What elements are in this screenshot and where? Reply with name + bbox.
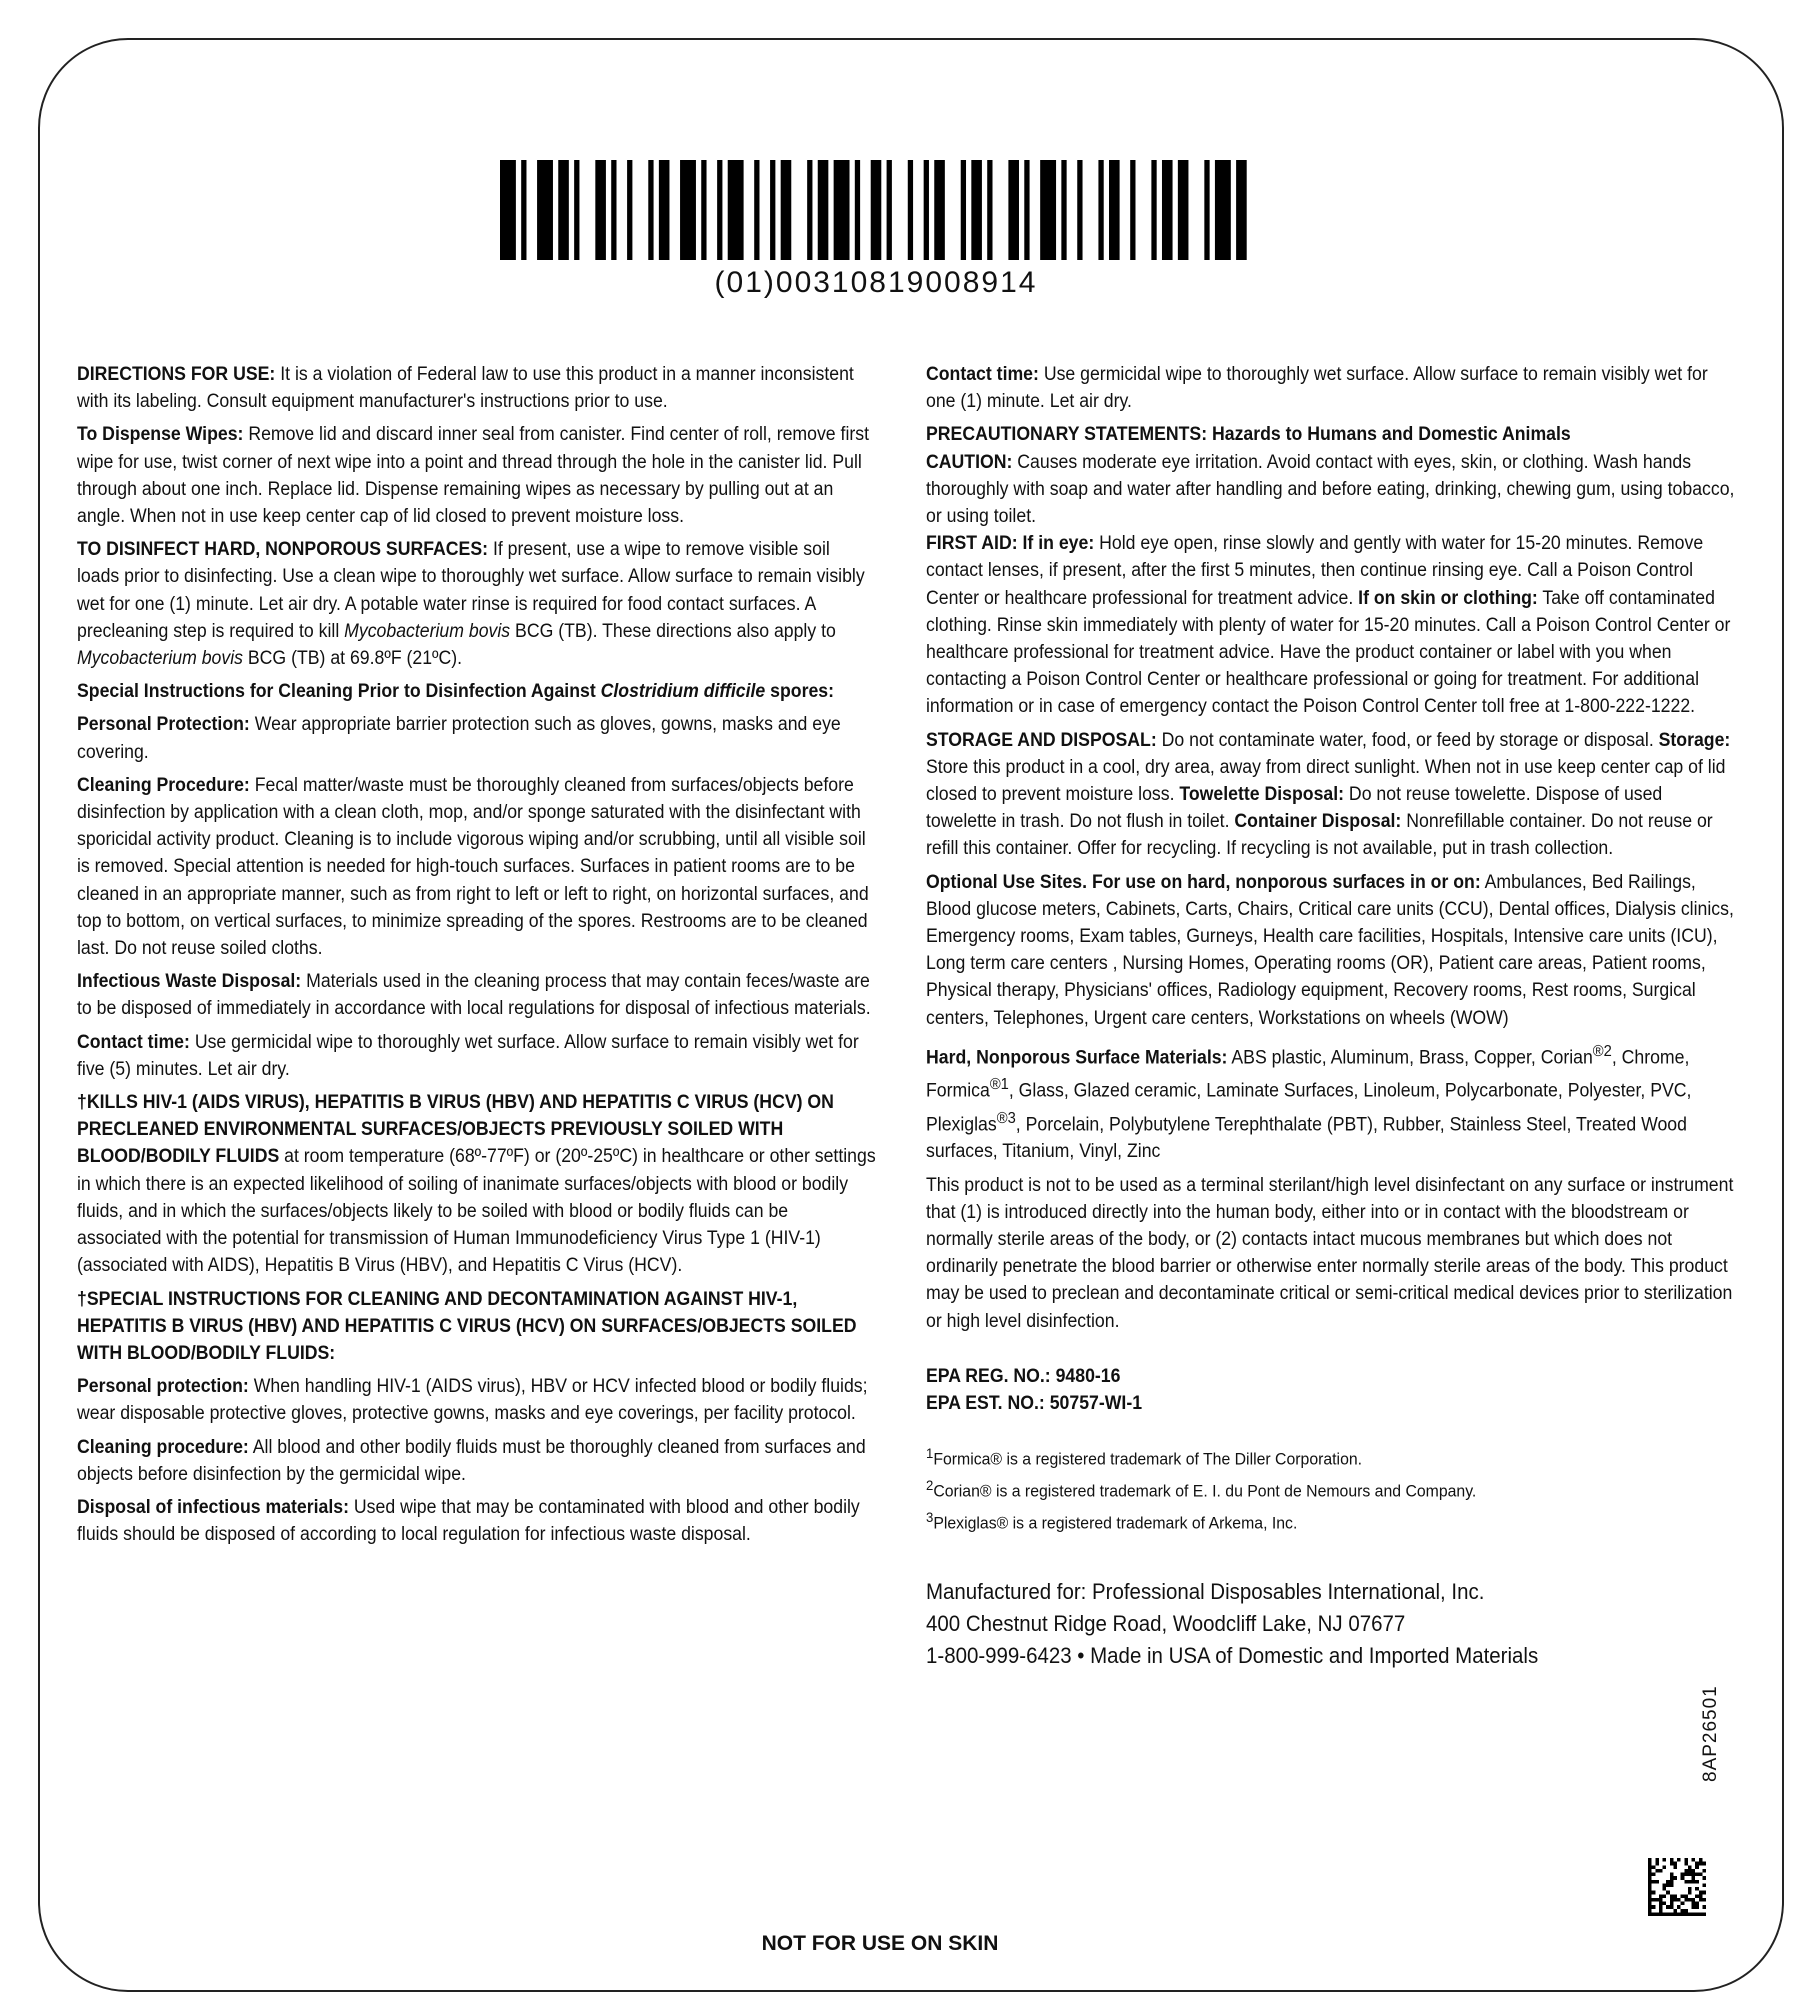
- terminal-sterilant-warning: This product is not to be used as a terminal sterilant/high level disinfectant on any surface or instrument that (1) is introduced directly into the human body, either into or in contact with the bloodstream or normally sterile areas of the body, or (2) contacts intact mucous membranes but which does not ordinarily penetrate the blood barrier or otherwise enter normally sterile areas of the body. This product may be used to preclean and decontaminate critical or semi-critical medical devices prior to sterilization or high level disinfection.: [926, 1174, 1734, 1332]
- epa-numbers: [926, 1363, 1737, 1417]
- cleaning-procedure-hiv: Cleaning procedure: All blood and other bodily fluids must be thoroughly cleaned from surfaces and objects before disinfection by the germicidal wipe.: [77, 1436, 866, 1485]
- special-instructions-hiv: †SPECIAL INSTRUCTIONS FOR CLEANING AND DECONTAMINATION AGAINST HIV-1, HEPATITIS B VIRUS (HBV) AND HEPATITIS C VIRUS (HCV) ON SURFACES/OBJECTS SOILED WITH BLOOD/BODILY FLUIDS:: [77, 1288, 857, 1364]
- left-column: [77, 361, 877, 1554]
- dispense-wipes: To Dispense Wipes: Remove lid and discard inner seal from canister. Find center of roll, remove first wipe for use, twist corner of next wipe into a point and thread through the hole in the canister lid. Pull through about one inch. Replace lid. Dispense remaining wipes as necessary by pulling out at an angle. When not in use keep center cap of lid closed to prevent moisture loss.: [77, 424, 870, 528]
- footnote-2: $^2$Corian® is a registered trademark of E. I. du Pont de Nemours and Company.: [926, 1477, 1477, 1501]
- manufacturer-address: 400 Chestnut Ridge Road, Woodcliff Lake, NJ 07677: [926, 1611, 1406, 1637]
- right-column: [926, 361, 1737, 1672]
- footnote-1: $^1$Formica® is a registered trademark of The Diller Corporation.: [926, 1446, 1363, 1469]
- footnotes: [926, 1441, 1737, 1536]
- manufacturer-name: Manufactured for: Professional Disposables International, Inc.: [926, 1579, 1485, 1605]
- not-for-skin-warning: NOT FOR USE ON SKIN: [761, 1932, 999, 1955]
- barcode: [500, 160, 1252, 260]
- hard-nonporous-materials: Hard, Nonporous Surface Materials: ABS plastic, Aluminum, Brass, Copper, Corian$^{®2}$, Chrome, Formica$^{®1}$, Glass, Glazed ceramic, Laminate Surfaces, Linoleum, Polycarbonate, Polyester, PVC, Plexiglas$^{®3}$, Porcelain, Polybutylene Terephthalate (PBT), Rubber, Stainless Steel, Treated Wood surfaces, Titanium, Vinyl, Zinc: [926, 1042, 1692, 1163]
- personal-protection: Personal Protection: Wear appropriate barrier protection such as gloves, gowns, masks and eye covering.: [77, 714, 841, 763]
- manufacturer-info: [926, 1576, 1737, 1672]
- precautionary-statements: PRECAUTIONARY STATEMENTS: Hazards to Humans and Domestic Animals CAUTION: Causes moderate eye irritation. Avoid contact with eyes, skin, or clothing. Wash hands thoroughly with soap and water after handling and before eating, drinking, chewing gum, using tobacco, or using toilet.: [926, 424, 1735, 528]
- storage-and-disposal: STORAGE AND DISPOSAL: Do not contaminate water, food, or feed by storage or disposal. Storage: Store this product in a cool, dry area, away from direct sunlight. When not in use keep center cap of lid closed to prevent moisture loss. Towelette Disposal: Do not reuse towelette. Dispose of used towelette in trash. Do not flush in toilet. Container Disposal: Nonrefillable container. Do not reuse or refill this container. Offer for recycling. If recycling is not available, put in trash collection.: [926, 729, 1731, 860]
- epa-est-no: EPA EST. NO.: 50757-WI-1: [926, 1393, 1143, 1415]
- optional-use-sites: Optional Use Sites. For use on hard, nonporous surfaces in or on: Ambulances, Bed Railings, Blood glucose meters, Cabinets, Carts, Chairs, Critical care units (CCU), Dental offices, Dialysis clinics, Emergency rooms, Exam tables, Gurneys, Health care facilities, Hospitals, Intensive care units (ICU), Long term care centers , Nursing Homes, Operating rooms (OR), Patient care areas, Patient rooms, Physical therapy, Physicians' offices, Radiology equipment, Recovery rooms, Rest rooms, Surgical centers, Telephones, Urgent care centers, Workstations on wheels (WOW): [926, 871, 1734, 1029]
- disinfect-hard-surfaces: TO DISINFECT HARD, NONPOROUS SURFACES: If present, use a wipe to remove visible soil loads prior to disinfecting. Use a clean wipe to thoroughly wet surface. Allow surface to remain visibly wet for one (1) minute. Let air dry. A potable water rinse is required for food contact surfaces. A precleaning step is required to kill Mycobacterium bovis BCG (TB). These directions also apply to Mycobacterium bovis BCG (TB) at 69.8ºF (21ºC).: [77, 539, 865, 670]
- contact-time-one-minute: Contact time: Use germicidal wipe to thoroughly wet surface. Allow surface to remain visibly wet for one (1) minute. Let air dry.: [926, 364, 1708, 413]
- directions-for-use: DIRECTIONS FOR USE: It is a violation of Federal law to use this product in a manner inconsistent with its labeling. Consult equipment manufacturer's instructions prior to use.: [77, 364, 854, 413]
- barcode-number: (01)00310819008914: [714, 266, 1038, 299]
- special-instructions-heading: Special Instructions for Cleaning Prior to Disinfection Against Clostridium difficile spores:: [77, 681, 835, 703]
- kills-hiv-statement: †KILLS HIV-1 (AIDS VIRUS), HEPATITIS B VIRUS (HBV) AND HEPATITIS C VIRUS (HCV) ON PRECLEANED ENVIRONMENTAL SURFACES/OBJECTS PREVIOUSLY SOILED WITH BLOOD/BODILY FLUIDS at room temperature (68º-77ºF) or (20º-25ºC) in healthcare or other settings in which there is an expected likelihood of soiling of inanimate surfaces/objects with blood or bodily fluids, and in which the surfaces/objects likely to be soiled with blood or bodily fluids can be associated with the potential for transmission of Human Immunodeficiency Virus Type 1 (HIV-1) (associated with AIDS), Hepatitis B Virus (HBV), and Hepatitis C Virus (HCV).: [77, 1092, 876, 1277]
- disposal-infectious-materials: Disposal of infectious materials: Used wipe that may be contaminated with blood and other bodily fluids should be disposed of according to local regulation for infectious waste disposal.: [77, 1496, 860, 1546]
- first-aid: FIRST AID: If in eye: Hold eye open, rinse slowly and gently with water for 15-20 minutes. Remove contact lenses, if present, after the first 5 minutes, then continue rinsing eye. Call a Poison Control Center or healthcare professional for treatment advice. If on skin or clothing: Take off contaminated clothing. Rinse skin immediately with plenty of water for 15-20 minutes. Call a Poison Control Center or healthcare professional for treatment advice. Have the product container or label with you when contacting a Poison Control Center or healthcare professional or going for treatment. For additional information or in case of emergency contact the Poison Control Center toll free at 1-800-222-1222.: [926, 533, 1731, 718]
- manufacturer-phone: 1-800-999-6423 • Made in USA of Domestic and Imported Materials: [926, 1643, 1539, 1669]
- lot-code: 8AP26501: [1700, 1685, 1721, 1782]
- footnote-3: $^3$Plexiglas® is a registered trademark of Arkema, Inc.: [926, 1509, 1298, 1533]
- data-matrix-code: [1648, 1858, 1706, 1916]
- personal-protection-hiv: Personal protection: When handling HIV-1 (AIDS virus), HBV or HCV infected blood or bodily fluids; wear disposable protective gloves, protective gowns, masks and eye coverings, per facility protocol.: [77, 1376, 868, 1425]
- contact-time-five-minutes: Contact time: Use germicidal wipe to thoroughly wet surface. Allow surface to remain visibly wet for five (5) minutes. Let air dry.: [77, 1031, 859, 1080]
- cleaning-procedure: Cleaning Procedure: Fecal matter/waste must be thoroughly cleaned from surfaces/objects before disinfection by application with a clean cloth, mop, and/or sponge saturated with the disinfectant with sporicidal activity product. Cleaning is to include vigorous wiping and/or scrubbing, until all visible soil is removed. Special attention is needed for high-touch surfaces. Surfaces in patient rooms are to be cleaned in an appropriate manner, such as from right to left or left to right, on horizontal surfaces, and top to bottom, on vertical surfaces, to minimize spreading of the spores. Restrooms are to be cleaned last. Do not reuse soiled cloths.: [77, 774, 869, 960]
- infectious-waste-disposal: Infectious Waste Disposal: Materials used in the cleaning process that may contain feces/waste are to be disposed of immediately in accordance with local regulations for disposal of infectious materials.: [77, 971, 871, 1020]
- epa-reg-no: EPA REG. NO.: 9480-16: [926, 1365, 1121, 1387]
